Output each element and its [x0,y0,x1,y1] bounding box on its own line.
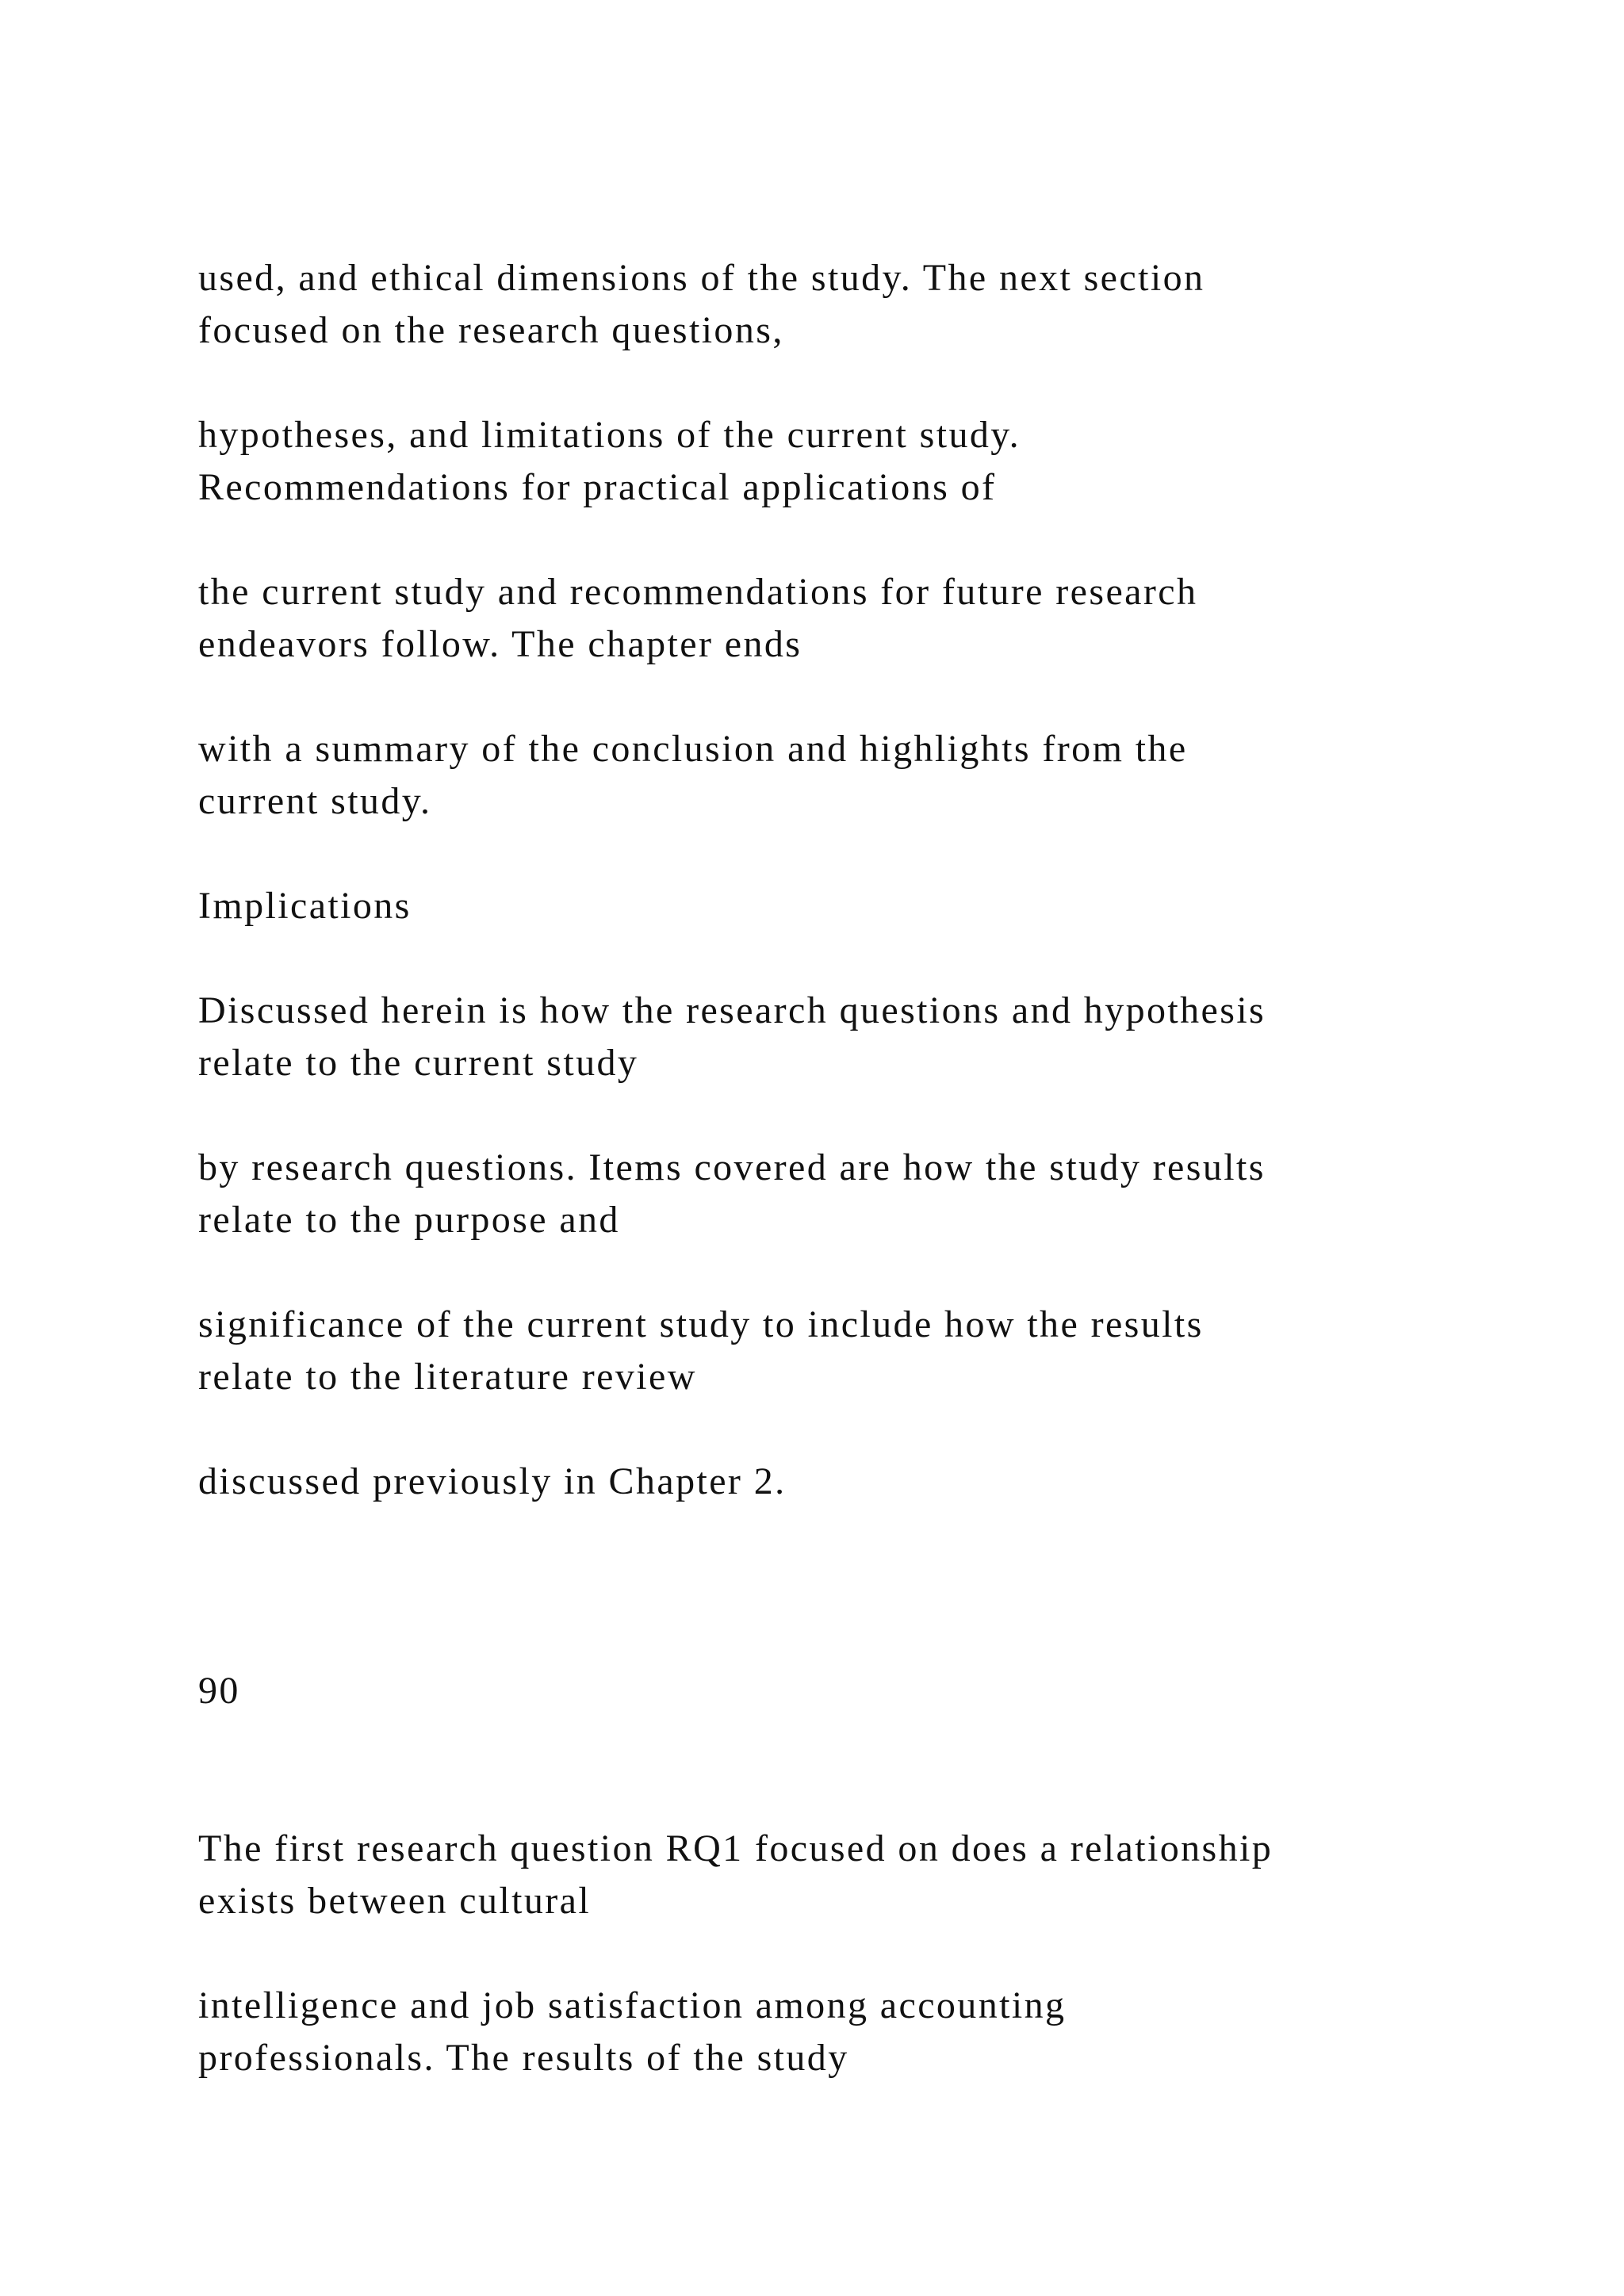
text-line: used, and ethical dimensions of the study. The next section [198,257,1205,299]
text-line: relate to the current study [198,1042,639,1084]
text-line: the current study and recommendations for future research [198,571,1198,613]
text-line: discussed previously in Chapter 2. [198,1460,787,1502]
paragraph-study-overview [198,252,1546,357]
text-line: by research questions. Items covered are how the study results [198,1146,1266,1188]
paragraph-significance [198,1299,1546,1403]
paragraph-recommendations [198,566,1546,671]
text-line: professionals. The results of the study [198,2037,849,2079]
paragraph-chapter-reference [198,1456,1546,1508]
text-line: intelligence and job satisfaction among accounting [198,1984,1067,2026]
text-line: significance of the current study to include how the results [198,1303,1204,1345]
text-line: focused on the research questions, [198,309,784,351]
text-line: exists between cultural [198,1880,592,1922]
text-line: hypotheses, and limitations of the current study. [198,414,1021,456]
text-line: Discussed herein is how the research questions and hypothesis [198,989,1266,1031]
text-line: with a summary of the conclusion and highlights from the [198,728,1188,770]
paragraph-discussion [198,985,1546,1089]
page-number [198,1665,1546,1717]
paragraph-results [198,1980,1546,2084]
text-line: relate to the literature review [198,1356,697,1398]
text-line: Implications [198,885,412,927]
paragraph-hypotheses [198,409,1546,514]
paragraph-rq1 [198,1823,1546,1927]
text-line: 90 [198,1670,240,1712]
paragraph-items-covered [198,1142,1546,1246]
text-line: endeavors follow. The chapter ends [198,623,802,665]
text-line: relate to the purpose and [198,1199,620,1241]
paragraph-summary [198,723,1546,828]
text-line: Recommendations for practical applications of [198,466,997,508]
section-heading-implications [198,880,1546,932]
text-line: The first research question RQ1 focused on does a relationship [198,1827,1274,1869]
text-line: current study. [198,780,432,822]
